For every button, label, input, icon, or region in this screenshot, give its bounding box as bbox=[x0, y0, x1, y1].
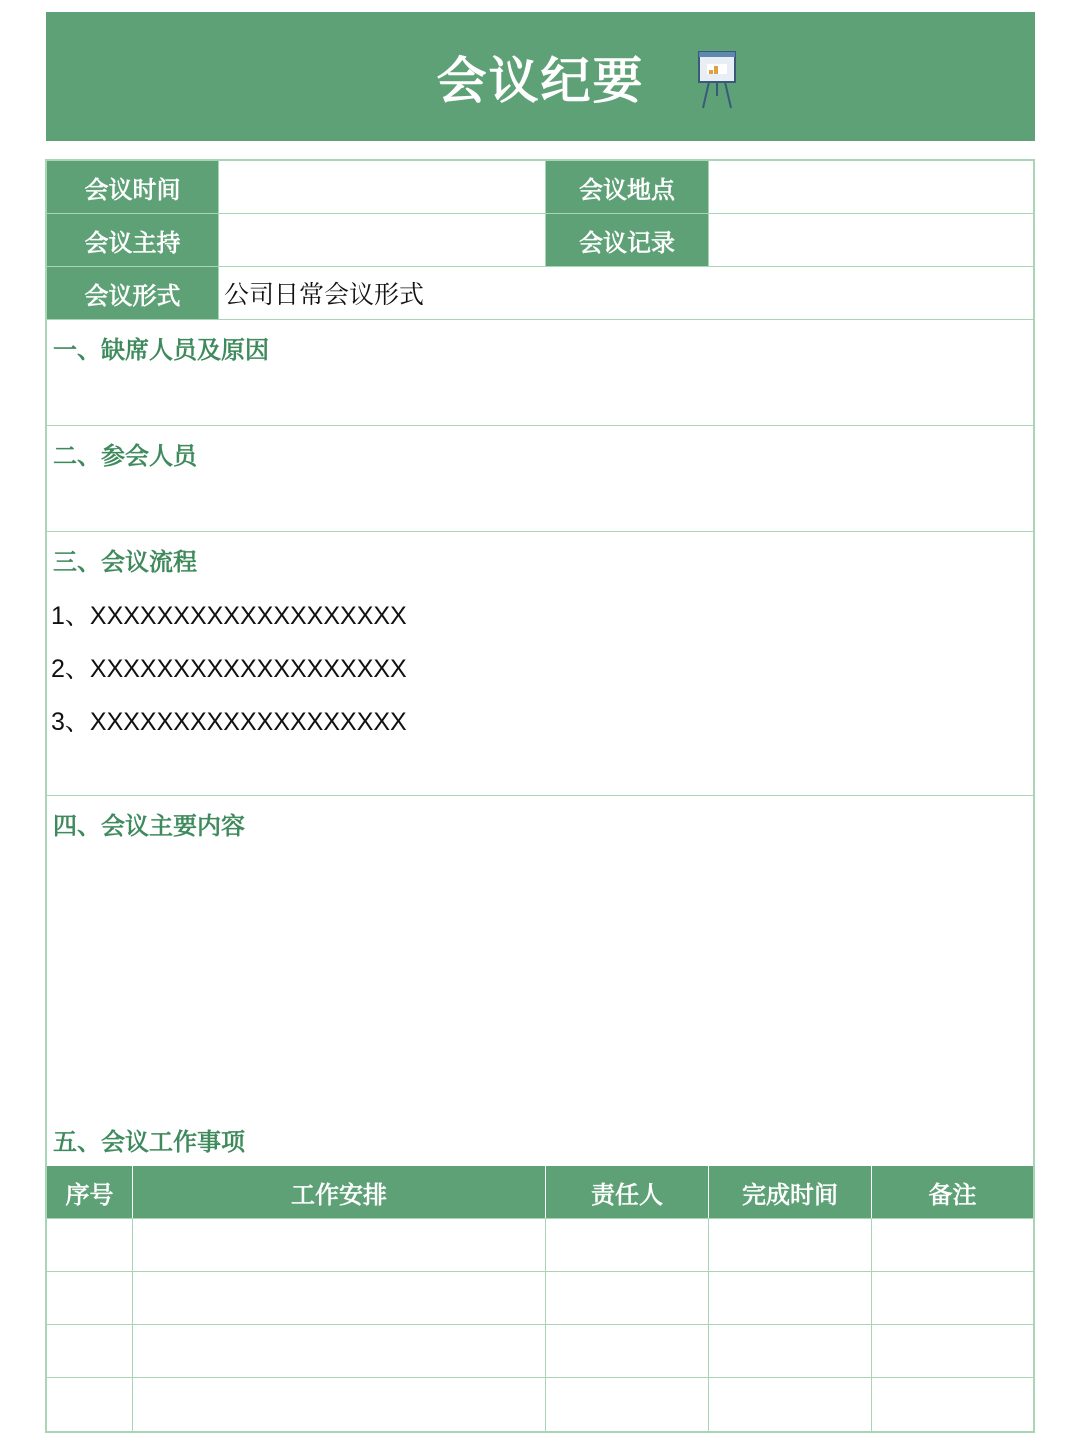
table-cell[interactable] bbox=[47, 1325, 133, 1377]
section-process[interactable] bbox=[47, 532, 1033, 796]
table-row bbox=[47, 1325, 1033, 1378]
section-tasks-heading: 五、会议工作事项 bbox=[53, 1128, 245, 1156]
col-header-index: 序号 bbox=[47, 1166, 133, 1218]
presentation-easel-icon bbox=[697, 50, 737, 112]
table-cell[interactable] bbox=[709, 1272, 872, 1324]
info-row-host-record bbox=[47, 214, 1033, 267]
record-label: 会议记录 bbox=[546, 214, 709, 266]
title-banner bbox=[46, 12, 1035, 141]
table-cell[interactable] bbox=[133, 1272, 546, 1324]
table-cell[interactable] bbox=[133, 1378, 546, 1431]
process-item: 2、XXXXXXXXXXXXXXXXXXX bbox=[51, 655, 407, 683]
table-cell[interactable] bbox=[709, 1219, 872, 1271]
table-cell[interactable] bbox=[47, 1378, 133, 1431]
table-cell[interactable] bbox=[872, 1272, 1033, 1324]
section-attendees-heading: 二、参会人员 bbox=[53, 442, 197, 470]
col-header-notes: 备注 bbox=[872, 1166, 1033, 1218]
table-row bbox=[47, 1219, 1033, 1272]
table-cell[interactable] bbox=[872, 1219, 1033, 1271]
table-row bbox=[47, 1272, 1033, 1325]
place-field[interactable] bbox=[709, 161, 1033, 213]
page-title: 会议纪要 bbox=[436, 51, 645, 110]
info-row-format bbox=[47, 267, 1033, 320]
place-label: 会议地点 bbox=[546, 161, 709, 213]
task-table-header bbox=[47, 1166, 1033, 1219]
table-cell[interactable] bbox=[872, 1325, 1033, 1377]
host-field[interactable] bbox=[219, 214, 546, 266]
table-cell[interactable] bbox=[546, 1272, 709, 1324]
info-row-time-place bbox=[47, 161, 1033, 214]
table-cell[interactable] bbox=[546, 1378, 709, 1431]
section-absent-heading: 一、缺席人员及原因 bbox=[53, 336, 269, 364]
record-field[interactable] bbox=[709, 214, 1033, 266]
table-cell[interactable] bbox=[709, 1378, 872, 1431]
time-field[interactable] bbox=[219, 161, 546, 213]
section-attendees[interactable] bbox=[47, 426, 1033, 532]
process-item: 3、XXXXXXXXXXXXXXXXXXX bbox=[51, 708, 407, 736]
host-label: 会议主持 bbox=[47, 214, 219, 266]
table-cell[interactable] bbox=[133, 1219, 546, 1271]
time-label: 会议时间 bbox=[47, 161, 219, 213]
section-content[interactable] bbox=[47, 796, 1033, 1166]
section-absent[interactable] bbox=[47, 320, 1033, 426]
format-label: 会议形式 bbox=[47, 267, 219, 319]
col-header-owner: 责任人 bbox=[546, 1166, 709, 1218]
table-cell[interactable] bbox=[709, 1325, 872, 1377]
section-process-heading: 三、会议流程 bbox=[53, 548, 197, 576]
section-content-heading: 四、会议主要内容 bbox=[53, 812, 245, 840]
col-header-deadline: 完成时间 bbox=[709, 1166, 872, 1218]
table-cell[interactable] bbox=[872, 1378, 1033, 1431]
table-cell[interactable] bbox=[546, 1219, 709, 1271]
table-cell[interactable] bbox=[133, 1325, 546, 1377]
table-row bbox=[47, 1378, 1033, 1431]
minutes-sheet bbox=[45, 159, 1035, 1433]
format-field[interactable]: 公司日常会议形式 bbox=[219, 267, 1033, 319]
table-cell[interactable] bbox=[47, 1219, 133, 1271]
process-item: 1、XXXXXXXXXXXXXXXXXXX bbox=[51, 602, 407, 630]
col-header-work: 工作安排 bbox=[133, 1166, 546, 1218]
table-cell[interactable] bbox=[546, 1325, 709, 1377]
table-cell[interactable] bbox=[47, 1272, 133, 1324]
